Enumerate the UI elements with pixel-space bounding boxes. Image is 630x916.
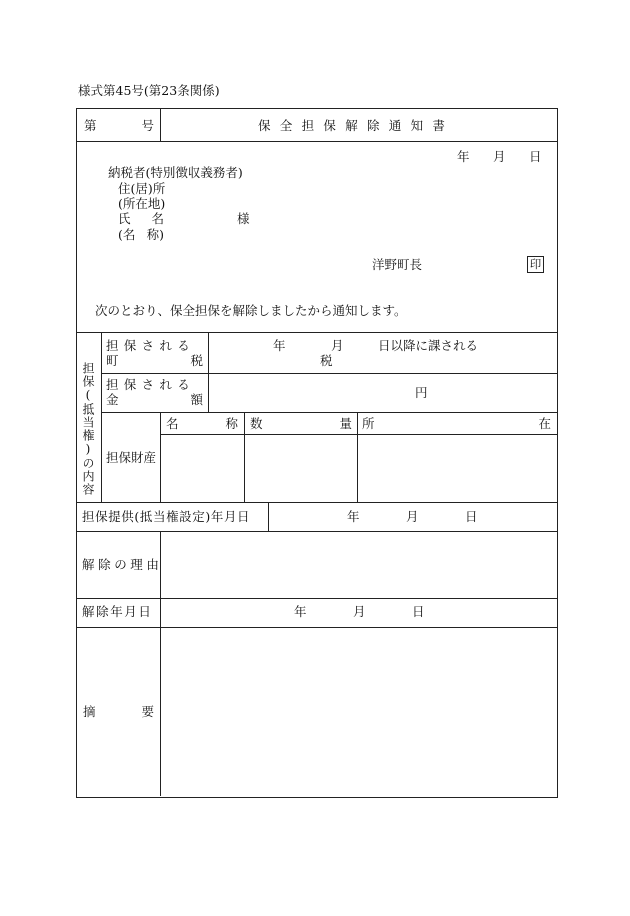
taxpayer-address-label: 住(居)所 bbox=[118, 181, 166, 196]
provision-date-label: 担保提供(抵当権設定)年月日 bbox=[82, 509, 251, 524]
date-month: 月 bbox=[493, 149, 506, 164]
taxpayer-sama: 様 bbox=[237, 211, 250, 226]
secured-taxes-month: 月 bbox=[331, 338, 344, 353]
release-reason-label: 解除の理由 bbox=[82, 557, 163, 572]
date-day: 日 bbox=[529, 149, 542, 164]
col-divider bbox=[244, 413, 245, 502]
secured-taxes-label-1: 担保される bbox=[106, 338, 196, 353]
release-date-label: 解除年月日 bbox=[82, 604, 153, 619]
secured-taxes-suffix: 日以降に課される bbox=[378, 338, 479, 353]
date-year: 年 bbox=[457, 149, 470, 164]
col-header-quantity: 数 量 bbox=[250, 416, 352, 431]
row-divider bbox=[77, 598, 557, 599]
secured-taxes-tax: 税 bbox=[320, 353, 333, 368]
row-divider bbox=[77, 502, 557, 503]
row-divider bbox=[101, 412, 557, 413]
row-divider bbox=[77, 141, 557, 142]
secured-taxes-label-2: 町 税 bbox=[106, 353, 203, 368]
form-number: 様式第45号(第23条関係) bbox=[78, 83, 220, 98]
provision-day: 日 bbox=[465, 509, 478, 524]
col-divider bbox=[160, 109, 161, 141]
provision-year: 年 bbox=[347, 509, 360, 524]
issuer-name: 洋野町長 bbox=[372, 257, 423, 272]
row-divider bbox=[101, 373, 557, 374]
row-divider bbox=[77, 531, 557, 532]
number-label-left: 第 bbox=[84, 118, 97, 133]
col-divider bbox=[268, 503, 269, 531]
row-divider bbox=[160, 434, 557, 435]
col-divider bbox=[357, 413, 358, 502]
secured-amount-label-2: 金 額 bbox=[106, 392, 203, 407]
security-side-label: 担保(抵当権)の内容 bbox=[81, 362, 95, 496]
number-cell bbox=[84, 119, 154, 133]
col-header-location: 所 在 bbox=[362, 416, 551, 431]
property-label: 担保財産 bbox=[106, 450, 157, 465]
secured-amount-label-1: 担保される bbox=[106, 377, 196, 392]
row-divider bbox=[77, 332, 557, 333]
summary-label: 摘 要 bbox=[83, 704, 154, 719]
taxpayer-name-label: 氏 名 bbox=[118, 211, 164, 226]
col-header-name: 名 称 bbox=[166, 416, 238, 431]
taxpayer-meisho-label: (名 称) bbox=[118, 227, 164, 242]
col-divider bbox=[160, 413, 161, 502]
seal-mark: 印 bbox=[527, 256, 544, 273]
row-divider bbox=[77, 627, 557, 628]
release-day: 日 bbox=[412, 604, 425, 619]
release-month: 月 bbox=[353, 604, 366, 619]
document-title: 保全担保解除通知書 bbox=[258, 118, 455, 133]
release-year: 年 bbox=[294, 604, 307, 619]
number-label-right: 号 bbox=[141, 118, 154, 133]
notice-statement: 次のとおり、保全担保を解除しましたから通知します。 bbox=[95, 303, 407, 318]
taxpayer-location-label: (所在地) bbox=[118, 196, 166, 211]
col-divider bbox=[208, 333, 209, 412]
taxpayer-label: 納税者(特別徴収義務者) bbox=[108, 165, 243, 180]
col-divider bbox=[101, 333, 102, 502]
secured-amount-unit: 円 bbox=[415, 385, 428, 400]
provision-month: 月 bbox=[406, 509, 419, 524]
secured-taxes-year: 年 bbox=[273, 338, 286, 353]
